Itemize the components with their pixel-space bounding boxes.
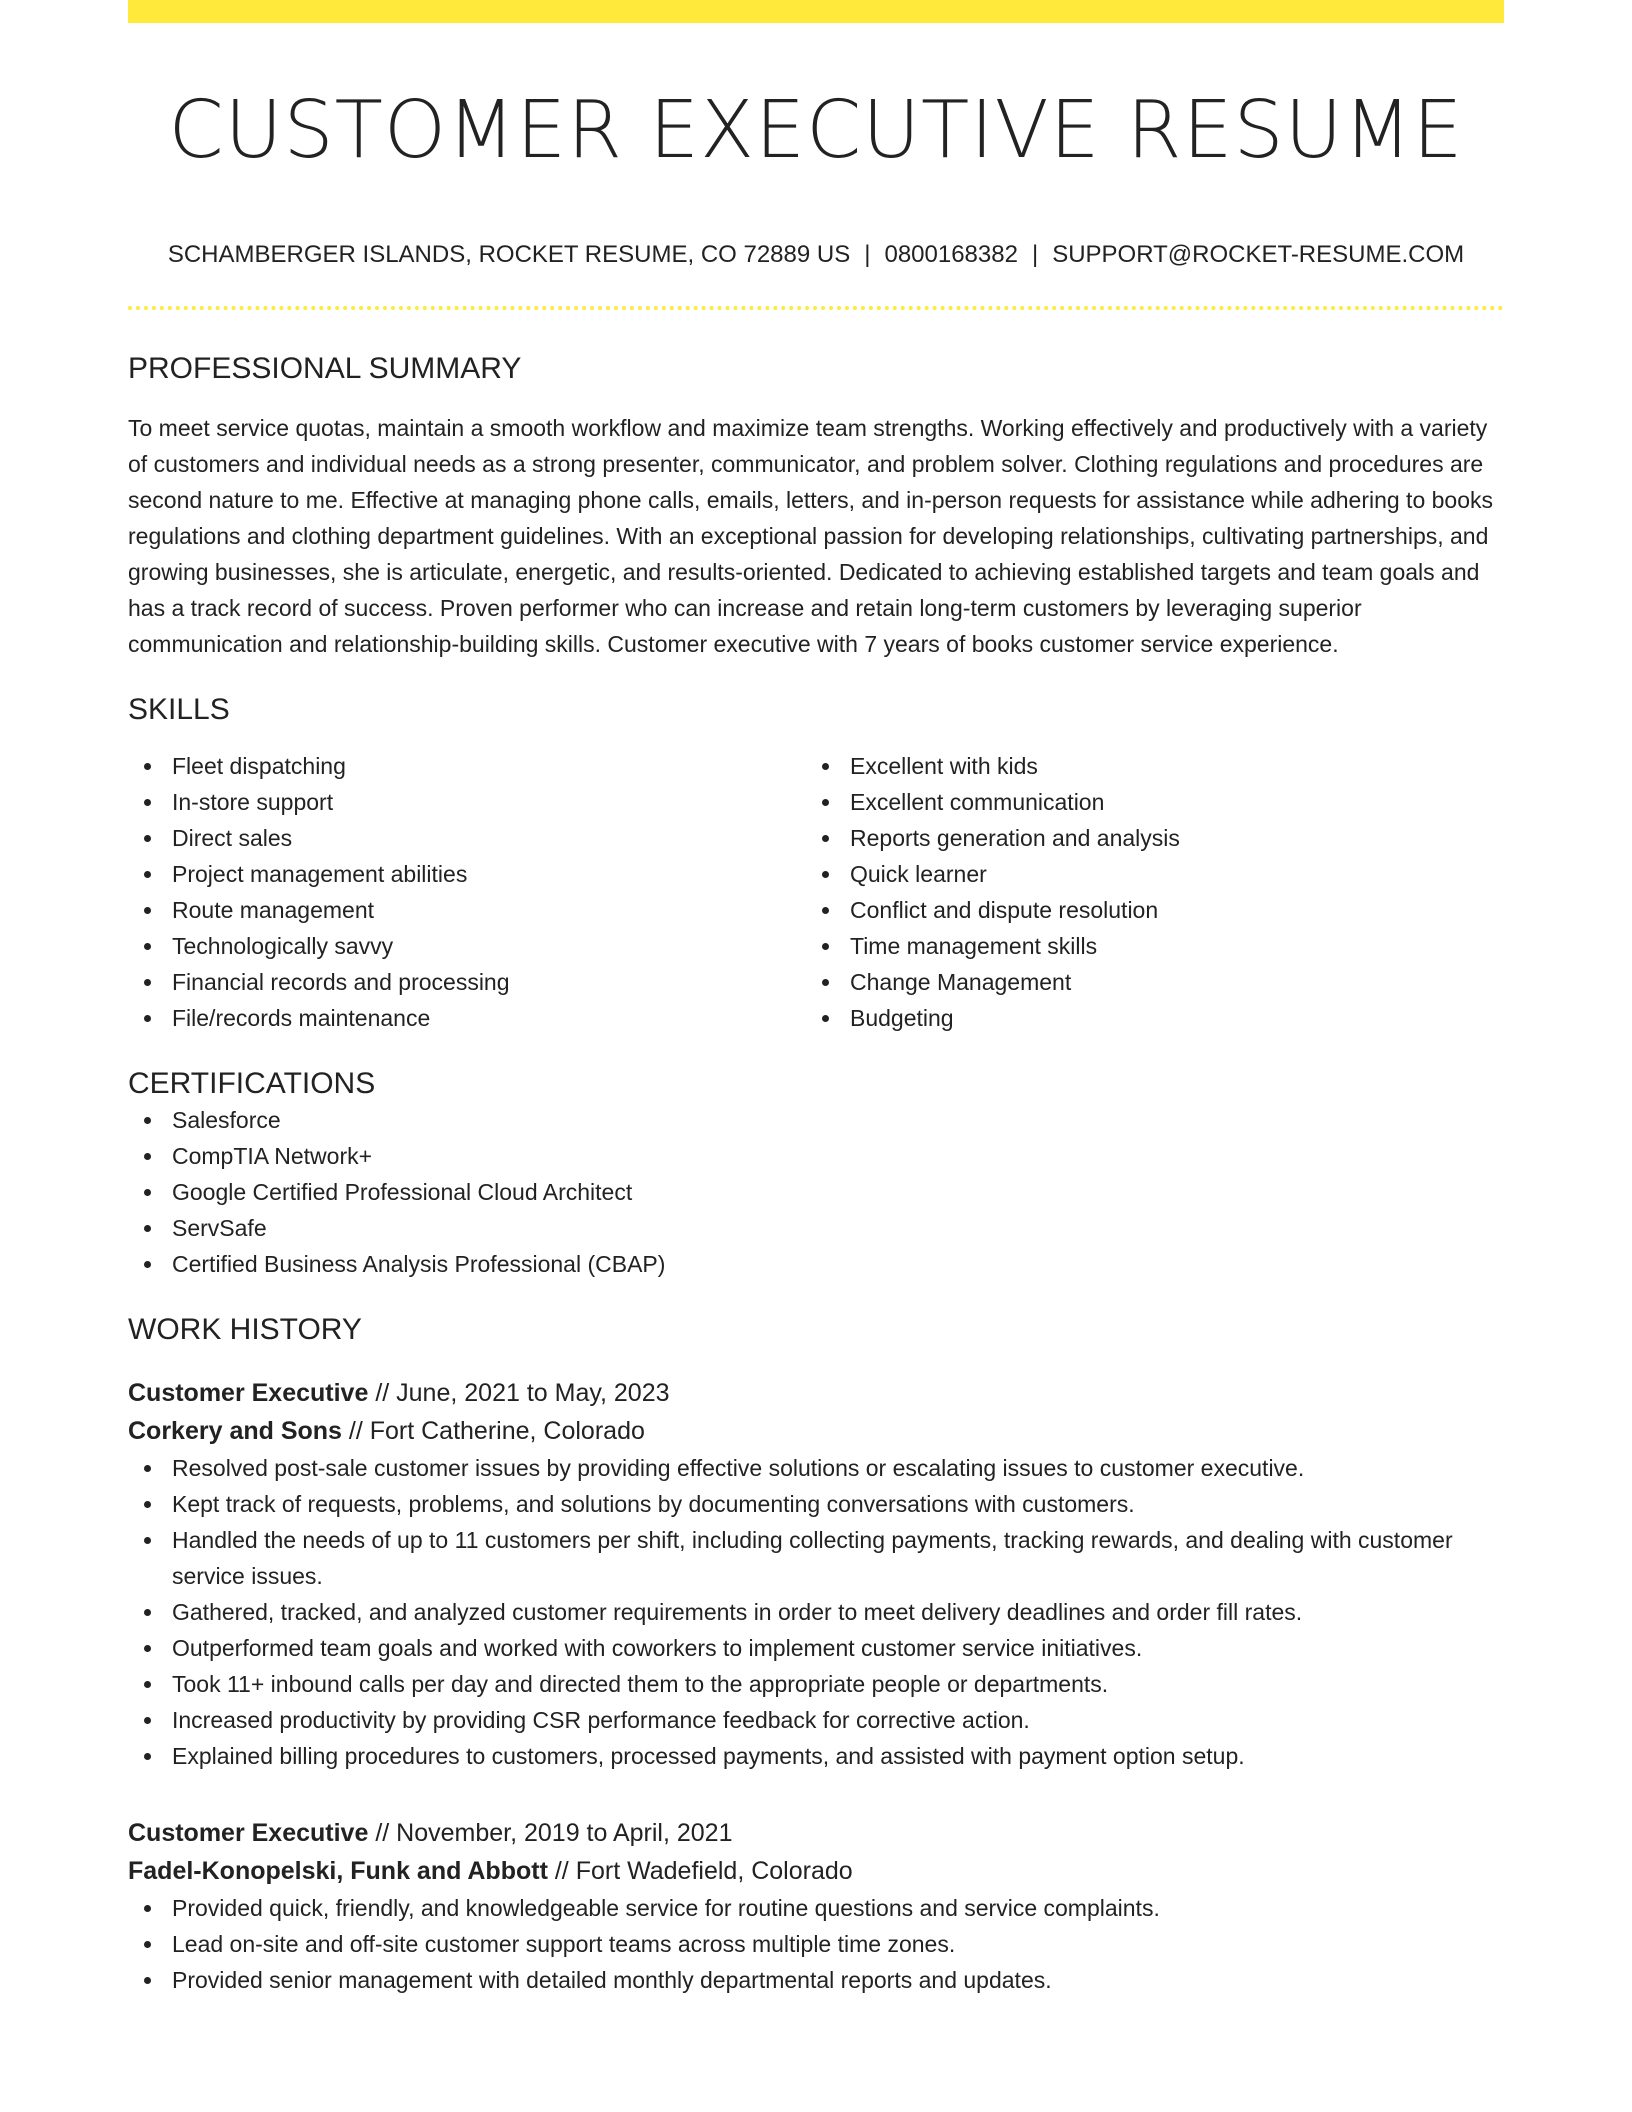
certifications-list [128,1102,1504,1282]
job-duty-item: Outperformed team goals and worked with coworkers to implement customer service initiatives. [128,1630,1504,1666]
job-duty-item: Kept track of requests, problems, and solutions by documenting conversations with customers. [128,1486,1504,1522]
contact-separator: | [1031,241,1039,268]
skill-item: Technologically savvy [128,928,806,964]
summary-text: To meet service quotas, maintain a smooth workflow and maximize team strengths. Working effectively and productively with a variety of customers and individual needs as a strong presenter, communicator, and problem solver. Clothing regulations and procedures are second nature to me. Effective at managing phone calls, emails, letters, and in-person requests for assistance while adhering to books regulations and clothing department guidelines. With an exceptional passion for developing relationships, cultivating partnerships, and growing businesses, she is articulate, energetic, and results-oriented. Dedicated to achieving established targets and team goals and has a track record of success. Proven performer who can increase and retain long-term customers by leveraging superior communication and relationship-building skills. Customer executive with 7 years of books customer service experience. [128,415,1494,657]
resume-title: CUSTOMER EXECUTIVE RESUME [168,84,1464,176]
skill-item: Project management abilities [128,856,806,892]
resume-page [128,0,1504,1998]
work-history-heading: WORK HISTORY [128,1313,362,1346]
accent-bar [128,0,1504,23]
job-duty-item: Explained billing procedures to customers, processed payments, and assisted with payment option setup. [128,1738,1504,1774]
job-entry [128,1814,1504,1998]
skill-item: File/records maintenance [128,1000,806,1036]
job-location: // Fort Catherine, Colorado [341,1417,645,1445]
skill-item: Change Management [806,964,1484,1000]
job-duty-item: Lead on-site and off-site customer support teams across multiple time zones. [128,1926,1504,1962]
skill-item: Time management skills [806,928,1484,964]
job-duty-item: Gathered, tracked, and analyzed customer requirements in order to meet delivery deadlines and order fill rates. [128,1594,1504,1630]
job-dates: // November, 2019 to April, 2021 [368,1819,733,1847]
skill-item: Excellent communication [806,784,1484,820]
skills-grid [128,748,1504,1036]
skill-item: Budgeting [806,1000,1484,1036]
certification-item: Certified Business Analysis Professional (CBAP) [128,1246,1504,1282]
contact-phone: 0800168382 [884,241,1018,268]
dotted-divider [128,306,1504,310]
job-title-line [128,1814,1504,1852]
certification-item: CompTIA Network+ [128,1138,1504,1174]
skill-item: In-store support [128,784,806,820]
job-company-line [128,1412,1504,1450]
skill-item: Conflict and dispute resolution [806,892,1484,928]
contact-line [128,240,1504,270]
job-duty-item: Provided senior management with detailed monthly departmental reports and updates. [128,1962,1504,1998]
job-duty-item: Took 11+ inbound calls per day and directed them to the appropriate people or departments. [128,1666,1504,1702]
job-duties-list [128,1890,1504,1998]
certification-item: ServSafe [128,1210,1504,1246]
job-entry [128,1374,1504,1774]
job-duty-item: Increased productivity by providing CSR performance feedback for corrective action. [128,1702,1504,1738]
skill-item: Quick learner [806,856,1484,892]
certifications-heading: CERTIFICATIONS [128,1067,376,1100]
job-duties-list [128,1450,1504,1774]
job-title-line [128,1374,1504,1412]
skill-item: Route management [128,892,806,928]
job-dates: // June, 2021 to May, 2023 [368,1379,670,1407]
job-duty-item: Provided quick, friendly, and knowledgeable service for routine questions and service complaints. [128,1890,1504,1926]
certification-item: Salesforce [128,1102,1504,1138]
job-company-line [128,1852,1504,1890]
skill-item: Direct sales [128,820,806,856]
skills-list-left [128,748,806,1036]
skills-column-left [128,748,806,1036]
contact-separator: | [864,241,871,268]
job-duty-item: Resolved post-sale customer issues by providing effective solutions or escalating issues to customer executive. [128,1450,1504,1486]
skill-item: Financial records and processing [128,964,806,1000]
job-title: Customer Executive [128,1819,369,1847]
skills-column-right [806,748,1484,1036]
contact-address: SCHAMBERGER ISLANDS, ROCKET RESUME, CO 72889 US [167,241,851,268]
summary-heading: PROFESSIONAL SUMMARY [128,352,522,385]
job-company: Fadel-Konopelski, Funk and Abbott [128,1857,548,1885]
skill-item: Fleet dispatching [128,748,806,784]
job-company: Corkery and Sons [128,1417,342,1445]
job-duty-item: Handled the needs of up to 11 customers per shift, including collecting payments, tracking rewards, and dealing with customer service issues. [128,1522,1504,1594]
job-title: Customer Executive [128,1379,369,1407]
contact-email: SUPPORT@ROCKET-RESUME.COM [1052,241,1465,268]
certification-item: Google Certified Professional Cloud Architect [128,1174,1504,1210]
skills-heading: SKILLS [128,693,230,726]
skill-item: Excellent with kids [806,748,1484,784]
skills-list-right [806,748,1484,1036]
job-location: // Fort Wadefield, Colorado [547,1857,853,1885]
skill-item: Reports generation and analysis [806,820,1484,856]
